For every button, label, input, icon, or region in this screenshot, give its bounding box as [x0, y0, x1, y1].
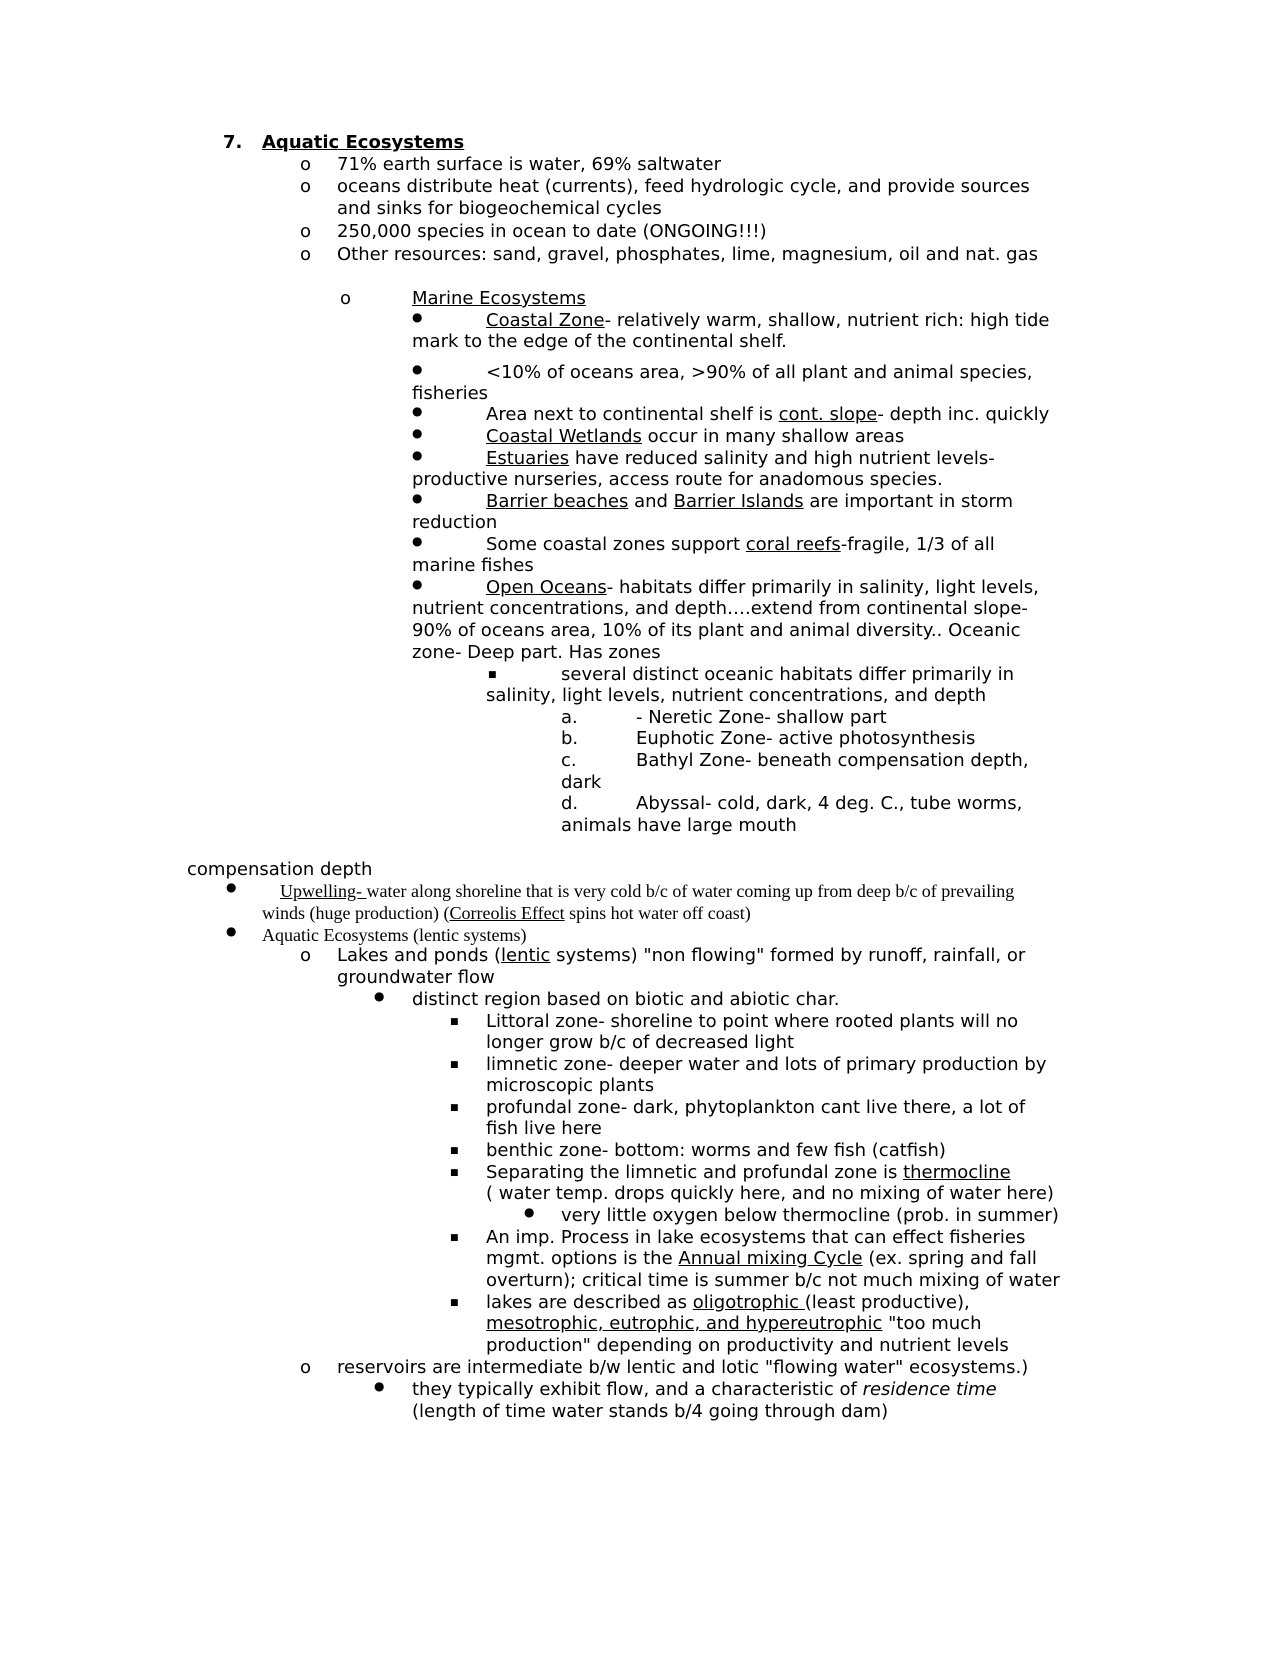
list-item: <10% of oceans area, >90% of all plant and animal species, [486, 362, 1033, 383]
list-item-cont: nutrient concentrations, and depth….extend from continental slope- [412, 598, 1028, 619]
list-item-cont: salinity, light levels, nutrient concentrations, and depth [486, 685, 987, 706]
square-bullet: ■ [450, 1060, 459, 1070]
disc-bullet: ● [412, 310, 423, 324]
circle-bullet: o [300, 244, 312, 265]
list-item-cont: winds (huge production) (Correolis Effect spins hot water off coast) [262, 903, 751, 923]
circle-bullet: o [300, 945, 312, 966]
list-item: distinct region based on biotic and abiotic char. [412, 989, 840, 1010]
list-item: Separating the limnetic and profundal zone is thermocline [486, 1162, 1011, 1183]
circle-bullet: o [340, 288, 352, 309]
letter-marker: a. [561, 707, 578, 728]
list-item: Upwelling- water along shoreline that is very cold b/c of water coming up from deep b/c of prevailing [280, 881, 1015, 901]
letter-marker: b. [561, 728, 579, 749]
list-item: benthic zone- bottom: worms and few fish (catfish) [486, 1140, 946, 1161]
list-item-cont: and sinks for biogeochemical cycles [337, 198, 662, 219]
list-item-cont: ( water temp. drops quickly here, and no mixing of water here) [486, 1183, 1054, 1204]
list-item-cont: mgmt. options is the Annual mixing Cycle (ex. spring and fall [486, 1248, 1037, 1269]
list-item-cont: productive nurseries, access route for anadomous species. [412, 469, 943, 490]
marine-heading: Marine Ecosystems [412, 288, 586, 309]
heading-title: Aquatic Ecosystems [262, 132, 465, 153]
circle-bullet: o [300, 176, 312, 197]
list-item: 71% earth surface is water, 69% saltwater [337, 154, 721, 175]
list-item: Littoral zone- shoreline to point where rooted plants will no [486, 1011, 1019, 1032]
list-item-cont: dark [561, 772, 602, 793]
list-item: 250,000 species in ocean to date (ONGOING!!!) [337, 221, 767, 242]
list-item: several distinct oceanic habitats differ primarily in [561, 664, 1015, 685]
list-item: lakes are described as oligotrophic (least productive), [486, 1292, 970, 1313]
disc-bullet: ● [412, 426, 423, 440]
list-item-cont: microscopic plants [486, 1075, 655, 1096]
square-bullet: ■ [488, 670, 497, 680]
list-item: Euphotic Zone- active photosynthesis [636, 728, 976, 749]
circle-bullet: o [300, 221, 312, 242]
list-item: Open Oceans- habitats differ primarily in salinity, light levels, [486, 577, 1039, 598]
list-item: limnetic zone- deeper water and lots of primary production by [486, 1054, 1047, 1075]
list-item-cont: reduction [412, 512, 498, 533]
list-item-cont: 90% of oceans area, 10% of its plant and animal diversity.. Oceanic [412, 620, 1021, 641]
list-item: Abyssal- cold, dark, 4 deg. C., tube worms, [636, 793, 1023, 814]
heading-number: 7. [223, 132, 243, 153]
list-item-cont: production" depending on productivity and nutrient levels [486, 1335, 1009, 1356]
list-item: Other resources: sand, gravel, phosphates, lime, magnesium, oil and nat. gas [337, 244, 1038, 265]
list-item-cont: longer grow b/c of decreased light [486, 1032, 795, 1053]
disc-bullet: ● [412, 362, 423, 376]
disc-bullet: ● [374, 989, 385, 1003]
list-item: Bathyl Zone- beneath compensation depth, [636, 750, 1029, 771]
disc-bullet: ● [412, 448, 423, 462]
circle-bullet: o [300, 154, 312, 175]
disc-bullet: ● [524, 1205, 535, 1219]
list-item: An imp. Process in lake ecosystems that can effect fisheries [486, 1227, 1026, 1248]
list-item-cont: marine fishes [412, 555, 534, 576]
disc-bullet: ● [374, 1379, 385, 1393]
list-item-cont: animals have large mouth [561, 815, 797, 836]
disc-bullet: ● [226, 924, 237, 938]
circle-bullet: o [300, 1357, 312, 1378]
list-item: Estuaries have reduced salinity and high nutrient levels- [486, 448, 995, 469]
list-item: Lakes and ponds (lentic systems) "non flowing" formed by runoff, rainfall, or [337, 945, 1026, 966]
square-bullet: ■ [450, 1168, 459, 1178]
letter-marker: c. [561, 750, 577, 771]
list-item-cont: fisheries [412, 383, 489, 404]
list-item: very little oxygen below thermocline (prob. in summer) [561, 1205, 1059, 1226]
compensation-depth-label: compensation depth [187, 859, 373, 880]
list-item-cont: mesotrophic, eutrophic, and hypereutrophic "too much [486, 1313, 982, 1334]
list-item: reservoirs are intermediate b/w lentic and lotic "flowing water" ecosystems.) [337, 1357, 1029, 1378]
list-item: they typically exhibit flow, and a characteristic of residence time [412, 1379, 997, 1400]
disc-bullet: ● [412, 404, 423, 418]
list-item-cont: overturn); critical time is summer b/c not much mixing of water [486, 1270, 1060, 1291]
list-item-cont: (length of time water stands b/4 going through dam) [412, 1401, 889, 1422]
disc-bullet: ● [412, 491, 423, 505]
list-item: oceans distribute heat (currents), feed hydrologic cycle, and provide sources [337, 176, 1030, 197]
list-item-cont: zone- Deep part. Has zones [412, 642, 661, 663]
square-bullet: ■ [450, 1103, 459, 1113]
list-item: - Neretic Zone- shallow part [636, 707, 887, 728]
square-bullet: ■ [450, 1233, 459, 1243]
list-item: Coastal Wetlands occur in many shallow areas [486, 426, 905, 447]
letter-marker: d. [561, 793, 579, 814]
square-bullet: ■ [450, 1298, 459, 1308]
list-item: Coastal Zone- relatively warm, shallow, nutrient rich: high tide [486, 310, 1050, 331]
disc-bullet: ● [412, 577, 423, 591]
list-item: profundal zone- dark, phytoplankton cant live there, a lot of [486, 1097, 1026, 1118]
list-item-cont: groundwater flow [337, 967, 495, 988]
disc-bullet: ● [412, 534, 423, 548]
square-bullet: ■ [450, 1017, 459, 1027]
list-item: Some coastal zones support coral reefs-fragile, 1/3 of all [486, 534, 995, 555]
list-item: Area next to continental shelf is cont. slope- depth inc. quickly [486, 404, 1050, 425]
list-item-cont: mark to the edge of the continental shelf. [412, 331, 787, 352]
list-item: Barrier beaches and Barrier Islands are important in storm [486, 491, 1014, 512]
disc-bullet: ● [226, 880, 237, 894]
list-item: Aquatic Ecosystems (lentic systems) [262, 925, 527, 945]
list-item-cont: fish live here [486, 1118, 602, 1139]
square-bullet: ■ [450, 1146, 459, 1156]
